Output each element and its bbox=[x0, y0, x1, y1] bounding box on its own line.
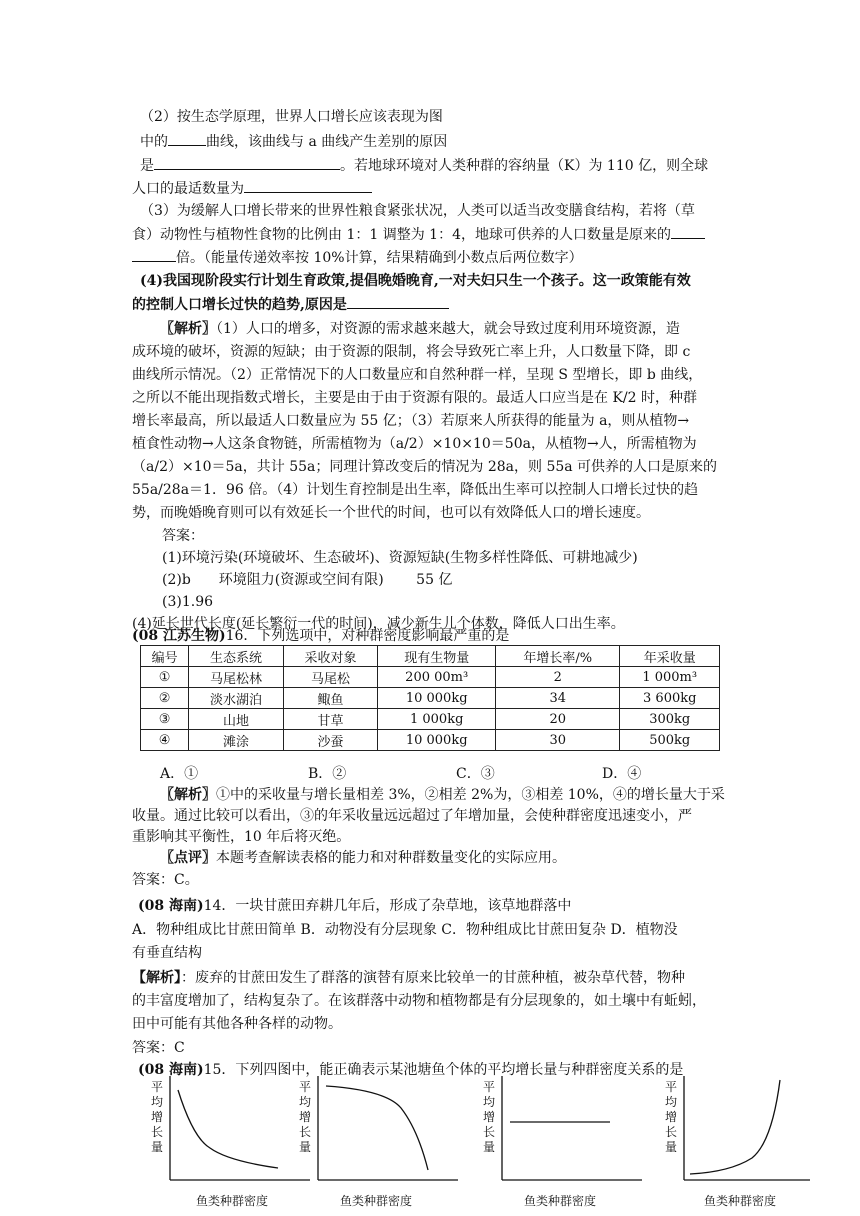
table-header-cell: 年增长率/% bbox=[496, 646, 620, 667]
q16-analysis-line-3: 重影响其平衡性，10 年后将灭绝。 bbox=[132, 829, 351, 845]
question-source: (08 江苏生物) bbox=[132, 628, 226, 644]
table-cell: 山地 bbox=[189, 709, 284, 730]
table-cell: 鲰鱼 bbox=[283, 688, 378, 709]
table-cell: 沙蚕 bbox=[283, 730, 378, 751]
table-row bbox=[141, 688, 720, 709]
analysis-line-6: 植食性动物→人这条食物链，所需植物为（a/2）×10×10＝50a，从植物→人，所需植物为 bbox=[132, 436, 697, 452]
table-cell: 甘草 bbox=[283, 709, 378, 730]
table-cell: ③ bbox=[141, 709, 189, 730]
q14-options-line-1[interactable]: A．物种组成比甘蔗田简单 B．动物没有分层现象 C．物种组成比甘蔗田复杂 D．植物没 bbox=[132, 922, 678, 938]
q16-comment bbox=[160, 848, 566, 868]
table-header-row bbox=[141, 646, 720, 667]
graph-b[interactable] bbox=[296, 1068, 466, 1216]
x-axis-label: 鱼类种群密度 bbox=[196, 1194, 269, 1208]
q4-line-1: (4)我国现阶段实行计划生育政策,提倡晚婚晚育,一对夫妇只生一个孩子。这一政策能有效 bbox=[140, 273, 691, 289]
q14-analysis-line-3: 田中可能有其他各种各样的动物。 bbox=[132, 1016, 342, 1032]
q2-line-4 bbox=[132, 178, 372, 199]
curve-decreasing bbox=[178, 1090, 278, 1168]
answer-label: 答案： bbox=[162, 528, 204, 544]
table-header-cell: 现有生物量 bbox=[378, 646, 496, 667]
table-cell: 10 000kg bbox=[378, 688, 496, 709]
graph-c-svg bbox=[480, 1068, 650, 1192]
analysis-text: ：废弃的甘蔗田发生了群落的演替有原来比较单一的甘蔗种植，被杂草代替，物种 bbox=[181, 970, 685, 986]
q16-answer: 答案：C。 bbox=[132, 872, 199, 888]
analysis-line-5: 增长率最高，所以最适人口数量应为 55 亿；（3）若原来人所获得的能量为 a，则从植物→ bbox=[132, 413, 690, 429]
x-axis-label: 鱼类种群密度 bbox=[524, 1194, 597, 1208]
graph-d-svg bbox=[660, 1068, 830, 1192]
question-source: (08 海南) bbox=[138, 1062, 204, 1078]
answer-blank[interactable] bbox=[244, 178, 372, 193]
option-c[interactable]: C．③ bbox=[456, 766, 495, 782]
table-cell: 3 600kg bbox=[620, 688, 720, 709]
table-cell: 200 00m³ bbox=[378, 667, 496, 688]
x-axis-label: 鱼类种群密度 bbox=[340, 1194, 413, 1208]
option-b[interactable]: B．② bbox=[308, 766, 347, 782]
q2-text: 。若地球环境对人类种群的容纳量（K）为 110 亿，则全球 bbox=[340, 158, 709, 174]
curve-increasing bbox=[690, 1080, 780, 1174]
analysis-line-4: 之所以不能出现指数式增长，主要是由于由于资源有限的。最适人口应当是在 K/2 时，种群 bbox=[132, 390, 697, 406]
comment-tag: 〖点评〗 bbox=[160, 850, 216, 866]
q2-text: 曲线，该曲线与 a 曲线产生差别的原因 bbox=[206, 134, 448, 150]
q2-line-1: （2）按生态学原理，世界人口增长应该表现为图 bbox=[140, 109, 443, 125]
table-cell: ① bbox=[141, 667, 189, 688]
q4-text: 的控制人口增长过快的趋势,原因是 bbox=[132, 297, 347, 313]
answer-blank[interactable] bbox=[671, 224, 705, 239]
q3-line-3 bbox=[132, 247, 583, 268]
answer-3: (3)1.96 bbox=[162, 594, 214, 610]
q16-stem bbox=[132, 626, 509, 646]
table-cell: 马尾松 bbox=[283, 667, 378, 688]
table-header-cell: 采收对象 bbox=[283, 646, 378, 667]
answer-4: (4)延长世代长度(延长繁衍一代的时间)，减少新生儿个体数，降低人口出生率。 bbox=[132, 616, 625, 632]
q2-line-2 bbox=[140, 131, 447, 152]
table-row bbox=[141, 709, 720, 730]
table-header-cell: 年采收量 bbox=[620, 646, 720, 667]
table-cell: 淡水湖泊 bbox=[189, 688, 284, 709]
table-cell: ② bbox=[141, 688, 189, 709]
answer-2: (2)b 环境阻力(资源或空间有限) 55 亿 bbox=[162, 572, 453, 588]
question-source: (08 海南) bbox=[138, 898, 204, 914]
q2-text: 中的 bbox=[140, 134, 168, 150]
answer-1: (1)环境污染(环境破坏、生态破坏)、资源短缺(生物多样性降低、可耕地减少) bbox=[162, 550, 638, 566]
graph-a[interactable] bbox=[148, 1068, 318, 1216]
q2-text: 是 bbox=[140, 158, 154, 174]
table-cell: 10 000kg bbox=[378, 730, 496, 751]
table-row bbox=[141, 730, 720, 751]
table-cell: 20 bbox=[496, 709, 620, 730]
analysis-line-7: （a/2）×10＝5a，共计 55a；同理计算改变后的情况为 28a，则 55a 可供养的人口是原来的 bbox=[132, 459, 718, 475]
table-cell: ④ bbox=[141, 730, 189, 751]
curve-plateau-drop bbox=[326, 1086, 428, 1170]
table-cell: 1 000m³ bbox=[620, 667, 720, 688]
analysis-line-1 bbox=[160, 319, 680, 339]
table-cell: 500kg bbox=[620, 730, 720, 751]
table-header-cell: 编号 bbox=[141, 646, 189, 667]
x-axis-label: 鱼类种群密度 bbox=[704, 1194, 777, 1208]
table-cell: 1 000kg bbox=[378, 709, 496, 730]
y-axis-label: 平均增长量 bbox=[482, 1080, 495, 1154]
analysis-tag: 【解析】 bbox=[132, 970, 181, 986]
q3-line-2 bbox=[132, 224, 705, 245]
q2-line-3 bbox=[140, 155, 708, 176]
q3-line-1: （3）为缓解人口增长带来的世界性粮食紧张状况，人类可以适当改变膳食结构，若将（草 bbox=[140, 203, 695, 219]
analysis-text: ①中的采收量与增长量相差 3%，②相差 2%为，③相差 10%，④的增长量大于采 bbox=[216, 787, 725, 803]
table-cell: 300kg bbox=[620, 709, 720, 730]
table-cell: 2 bbox=[496, 667, 620, 688]
question-stem: 15．下列四图中，能正确表示某池塘鱼个体的平均增长量与种群密度关系的是 bbox=[203, 1062, 684, 1078]
q16-analysis-line-2: 收量。通过比较可以看出，③的年采收量远远超过了年增加量，会使种群密度迅速变小，严 bbox=[132, 808, 692, 824]
analysis-line-8: 55a/28a＝1．96 倍。（4）计划生育控制是出生率，降低出生率可以控制人口增长过快的趋 bbox=[132, 482, 699, 498]
y-axis-label: 平均增长量 bbox=[664, 1080, 677, 1154]
q2-text: 人口的最适数量为 bbox=[132, 181, 244, 197]
analysis-tag: 〖解析〗 bbox=[160, 787, 216, 803]
analysis-text: （1）人口的增多，对资源的需求越来越大，就会导致过度利用环境资源，造 bbox=[216, 321, 680, 337]
q14-stem bbox=[138, 896, 571, 916]
y-axis-label: 平均增长量 bbox=[150, 1080, 163, 1154]
answer-blank[interactable] bbox=[154, 155, 340, 170]
graph-c[interactable] bbox=[480, 1068, 650, 1216]
q14-options-line-2[interactable]: 有垂直结构 bbox=[132, 945, 202, 961]
graph-b-svg bbox=[296, 1068, 466, 1192]
q14-analysis-line-1 bbox=[132, 968, 685, 988]
analysis-line-2: 成环境的破坏，资源的短缺；由于资源的限制，将会导致死亡率上升，人口数量下降，即 c bbox=[132, 344, 691, 360]
option-d[interactable]: D．④ bbox=[602, 766, 642, 782]
analysis-tag: 〖解析〗 bbox=[160, 321, 216, 337]
analysis-line-3: 曲线所示情况。（2）正常情况下的人口数量应和自然种群一样，呈现 S 型增长，即 b 曲线， bbox=[132, 367, 703, 383]
table-cell: 马尾松林 bbox=[189, 667, 284, 688]
q4-line-2 bbox=[132, 294, 449, 315]
graph-d[interactable] bbox=[660, 1068, 830, 1216]
table-cell: 34 bbox=[496, 688, 620, 709]
question-stem: 14．一块甘蔗田弃耕几年后，形成了杂草地，该草地群落中 bbox=[203, 898, 572, 914]
option-a[interactable]: A．① bbox=[160, 766, 199, 782]
table-cell: 30 bbox=[496, 730, 620, 751]
comment-text: 本题考查解读表格的能力和对种群数量变化的实际应用。 bbox=[216, 850, 566, 866]
answer-blank[interactable] bbox=[168, 131, 206, 146]
q14-analysis-line-2: 的丰富度增加了，结构复杂了。在该群落中动物和植物都是有分层现象的，如土壤中有蚯蚓， bbox=[132, 993, 706, 1009]
question-stem: 16．下列选项中，对种群密度影响最严重的是 bbox=[225, 628, 510, 644]
harvest-table bbox=[140, 645, 720, 751]
table-header-cell: 生态系统 bbox=[189, 646, 284, 667]
q3-text: 食）动物性与植物性食物的比例由 1：1 调整为 1：4，地球可供养的人口数量是原来的 bbox=[132, 227, 671, 243]
q16-analysis-line-1 bbox=[160, 785, 725, 805]
answer-blank[interactable] bbox=[347, 294, 449, 309]
answer-blank[interactable] bbox=[132, 247, 176, 262]
q14-answer: 答案：C bbox=[132, 1040, 185, 1056]
table-cell: 滩涂 bbox=[189, 730, 284, 751]
graph-a-svg bbox=[148, 1068, 318, 1192]
q3-text: 倍。（能量传递效率按 10%计算，结果精确到小数点后两位数字） bbox=[176, 250, 583, 266]
y-axis-label: 平均增长量 bbox=[298, 1080, 311, 1154]
table-row bbox=[141, 667, 720, 688]
analysis-line-9: 势，而晚婚晚育则可以有效延长一个世代的时间，也可以有效降低人口的增长速度。 bbox=[132, 505, 650, 521]
